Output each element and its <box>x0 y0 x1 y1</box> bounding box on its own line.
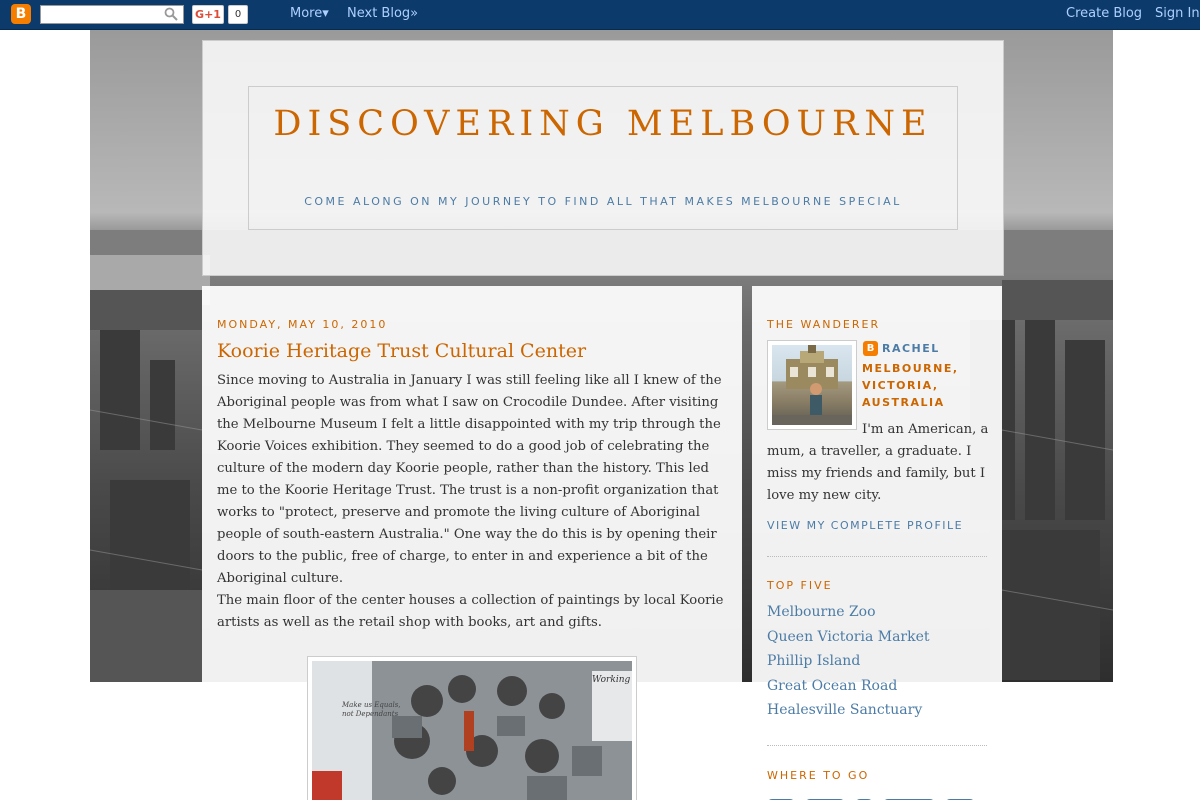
list-item[interactable]: Great Ocean Road <box>767 677 898 694</box>
view-profile-link[interactable]: VIEW MY COMPLETE PROFILE <box>767 519 964 532</box>
profile-name[interactable]: RACHEL <box>882 342 940 355</box>
list-item[interactable]: Healesville Sanctuary <box>767 702 923 719</box>
post-title[interactable]: Koorie Heritage Trust Cultural Center <box>217 340 587 362</box>
profile-heading: THE WANDERER <box>767 318 881 331</box>
post-image[interactable] <box>307 656 637 800</box>
more-menu[interactable]: More▾ <box>290 6 329 21</box>
where-to-go-heading: WHERE TO GO <box>767 769 870 782</box>
label-cloud <box>767 790 987 800</box>
list-item[interactable]: Phillip Island <box>767 653 861 670</box>
sidebar-divider <box>767 556 987 557</box>
image-caption-left: Make us Equals, not Dependants <box>342 701 401 718</box>
blogger-navbar <box>0 0 1200 30</box>
next-blog-link[interactable]: Next Blog» <box>347 6 419 21</box>
top-five-list <box>767 600 930 723</box>
post-paragraph: Since moving to Australia in January I was still feeling like all I knew of the Aboriginal people was from what I saw on Crocodile Dundee. After visiting the Melbourne Museum I felt a little disappointed with my trip through the Koorie Voices exhibition. They seemed to do a good job of celebrating the culture of the modern day Koorie people, rather than the history. This led me to the Koorie Heritage Trust. The trust is a non-profit organization that works to "protect, preserve and promote the living culture of Aboriginal people of south-eastern Australia." One way the do this is by opening their doors to the public, free of charge, to enter in and experience a bit of the Aboriginal culture. <box>217 373 722 586</box>
sign-in-link[interactable]: Sign In <box>1155 6 1200 21</box>
blog-title[interactable]: DISCOVERING MELBOURNE <box>273 104 933 144</box>
image-caption-right: Working <box>592 675 631 685</box>
sidebar-divider <box>767 745 987 746</box>
avatar <box>772 345 852 425</box>
blogger-icon[interactable]: B <box>11 4 31 24</box>
post-paragraph: The main floor of the center houses a collection of paintings by local Koorie artists as well as the retail shop with books, art and gifts. <box>217 593 724 630</box>
search-input[interactable] <box>40 5 184 24</box>
post-body <box>217 370 729 634</box>
profile-about: I'm an American, a mum, a traveller, a graduate. I miss my friends and family, but I love my new city. <box>767 422 989 503</box>
profile-photo[interactable] <box>767 340 857 430</box>
profile-location: MELBOURNE, VICTORIA, AUSTRALIA <box>862 362 959 409</box>
top-five-heading: TOP FIVE <box>767 579 833 592</box>
post-date: MONDAY, MAY 10, 2010 <box>217 318 388 331</box>
blogger-profile-icon: B <box>863 341 878 356</box>
google-plus-one-button[interactable]: G+1 <box>192 5 224 24</box>
post-photo <box>312 661 632 800</box>
list-item[interactable]: Melbourne Zoo <box>767 604 876 620</box>
blog-description: COME ALONG ON MY JOURNEY TO FIND ALL THAT MAKES MELBOURNE SPECIAL <box>304 195 902 208</box>
create-blog-link[interactable]: Create Blog <box>1066 6 1143 21</box>
plus-one-count: 0 <box>228 5 248 24</box>
list-item[interactable]: Queen Victoria Market <box>767 628 930 645</box>
search-icon[interactable] <box>164 7 178 21</box>
